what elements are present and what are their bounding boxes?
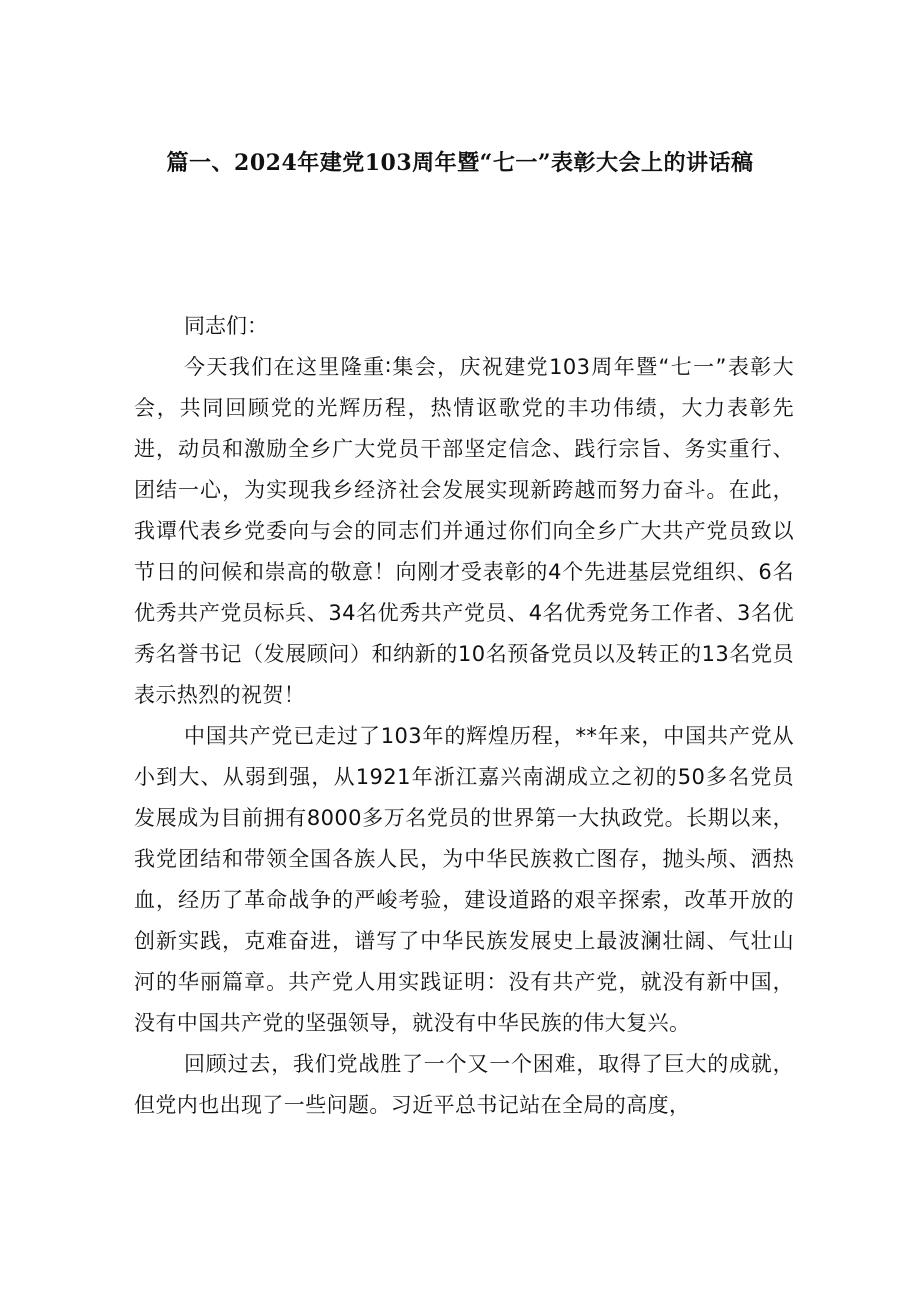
salutation: 同志们： [184,314,268,338]
paragraph-1: 今天我们在这里隆重∶集会，庆祝建党103周年暨“七一”表彰大会，共同回顾党的光辉历程，热情讴歌党的丰功伟绩，大力表彰先进，动员和激励全乡广大党员干部坚定信念、践行宗旨、务实重行、团结一心，为实现我乡经济社会发展实现新跨越而努力奋斗。在此，我谭代表乡党委向与会的同志们并通过你们向全乡广大共产党员致以节日的问候和崇高的敬意！向刚才受表彰的4个先进基层党组织、6名优秀共产党员标兵、34名优秀共产党员、4名优秀党务工作者、3名优秀名誉书记（发展顾问）和纳新的10名预备党员以及转正的13名党员表示热烈的祝贺！ [134,355,794,707]
paragraph-3: 回顾过去，我们党战胜了一个又一个困难，取得了巨大的成就，但党内也出现了一些问题。习近平总书记站在全局的高度， [134,1052,794,1117]
document-body [134,306,794,1126]
document-title: 篇一、2024年建党103周年暨“七一”表彰大会上的讲话稿 [166,150,754,176]
paragraph-2: 中国共产党已走过了103年的辉煌历程，**年来，中国共产党从小到大、从弱到强，从1921年浙江嘉兴南湖成立之初的50多名党员发展成为目前拥有8000多万名党员的世界第一大执政党。长期以来，我党团结和带领全国各族人民，为中华民族救亡图存，抛头颅、洒热血，经历了革命战争的严峻考验，建设道路的艰辛探索，改革开放的创新实践，克难奋进，谱写了中华民族发展史上最波澜壮阔、气壮山河的华丽篇章。共产党人用实践证明：没有共产党，就没有新中国，没有中国共产党的坚强领导，就没有中华民族的伟大复兴。 [134,724,794,1035]
